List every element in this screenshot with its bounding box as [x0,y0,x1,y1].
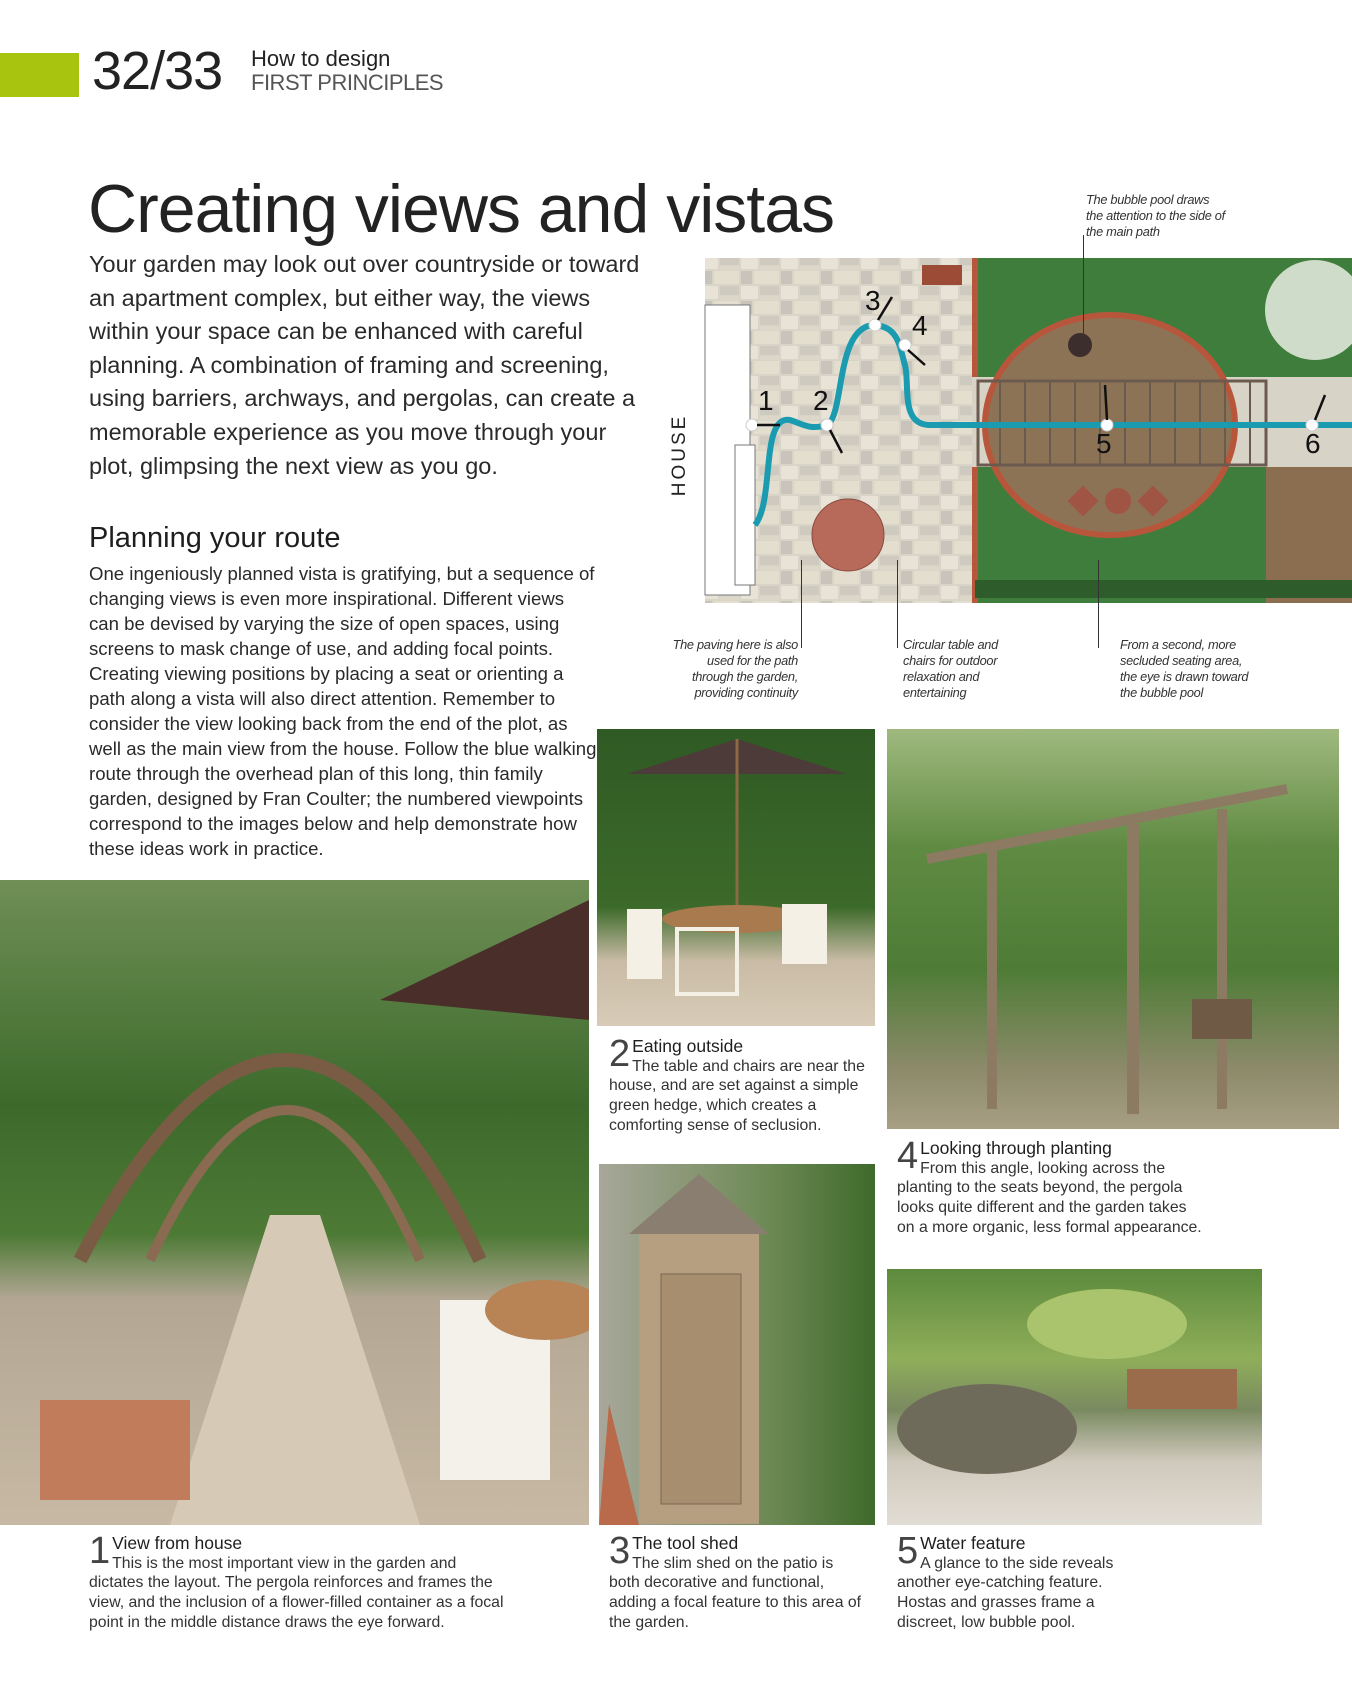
illustration-shape [1105,488,1131,514]
viewpoint-2: 2 [813,385,829,416]
intro-paragraph: Your garden may look out over countryside or toward an apartment complex, but either way, the views within your space can be enhanced with careful planning. A combination of framing and screening, using barriers, archways, and pergolas, can create a memorable experience as you move through your plot, glimpsing the next view as you go. [89,251,640,479]
illustration-shape [897,1384,1077,1474]
photo-water-feature [887,1269,1262,1525]
illustration-shape [40,1400,190,1500]
caption-number: 4 [897,1135,919,1177]
illustration-shape [927,789,1287,859]
caption-title: Looking through planting [920,1138,1112,1158]
illustration-shape [1192,999,1252,1039]
photo-tool-shed [599,1164,875,1525]
caption-number: 5 [897,1530,919,1572]
caption-text: This is the most important view in the garden and dictates the layout. The pergola reinforces and frames the view, and the inclusion of a flower-filled container as a focal point in the middle distance draws the eye forward. [89,1554,504,1631]
page-title: Creating views and vistas [88,171,835,247]
caption-number: 1 [89,1530,111,1572]
section-body: One ingeniously planned vista is gratifying, but a sequence of changing views is even more inspirational. Different views can be devised by varying the size of open spaces, using screens to mask change of use, and adding focal points. Creating viewing positions by placing a seat or orienting a path along a vista will also direct attention. Remember to consider the view looking back from the end of the plot, as well as the main view from the house. Follow the blue walking route through the overhead plan of this long, thin family garden, designed by Fran Coulter; the numbered viewpoints correspond to the images below and help demonstrate how these ideas work in practice. [89,563,597,859]
illustration-shape [1068,333,1092,357]
illustration-shape [1217,809,1227,1109]
illustration-shape [746,419,758,431]
caption-1 [89,1530,509,1633]
illustration-shape [661,1274,741,1504]
section-color-tab [0,53,79,97]
caption-3 [609,1530,865,1633]
caption-title: The tool shed [632,1533,739,1553]
illustration-shape [1127,1369,1237,1409]
illustration-shape [735,445,755,585]
viewpoint-3: 3 [865,285,881,316]
leader-line [1098,560,1099,648]
subsection-name: FIRST PRINCIPLES [251,70,444,95]
viewpoint-1: 1 [758,385,774,416]
viewpoint-5: 5 [1096,428,1112,459]
illustration-shape [170,1215,420,1525]
illustration-shape [812,499,884,571]
illustration-shape [975,580,1352,598]
caption-number: 2 [609,1033,631,1075]
viewpoint-6: 6 [1305,428,1321,459]
garden-plan [660,255,1352,605]
caption-5 [897,1530,1137,1633]
photo-eating-outside [597,729,875,1026]
viewpoint-4: 4 [912,310,928,341]
caption-text: From this angle, looking across the planting to the seats beyond, the pergola looks quite different and the garden takes on a more organic, less formal appearance. [897,1159,1202,1236]
illustration-shape [922,265,962,285]
leader-line [801,560,802,648]
caption-2 [609,1033,865,1136]
section-name: How to design [251,46,391,71]
illustration-shape [899,339,911,351]
illustration-shape [1027,1289,1187,1359]
illustration-shape [869,319,881,331]
caption-text: The table and chairs are near the house, and are set against a simple green hedge, which creates a comforting sense of seclusion. [609,1057,865,1134]
house-label: HOUSE [669,413,690,497]
caption-text: The slim shed on the patio is both decorative and functional, adding a focal feature to this area of the garden. [609,1554,862,1631]
page-numbers: 32/33 [92,41,223,101]
caption-title: Eating outside [632,1036,744,1056]
illustration-shape [987,849,997,1109]
illustration-shape [1127,824,1139,1114]
annotation-bubble-pool: The bubble pool draws the attention to the side of the main path [1086,192,1225,239]
annotation-seating: From a second, more secluded seating area, the eye is drawn toward the bubble pool [1120,637,1249,700]
leader-line [897,560,898,648]
caption-text: A glance to the side reveals another eye-catching feature. Hostas and grasses frame a discreet, low bubble pool. [897,1554,1114,1631]
caption-title: Water feature [920,1533,1026,1553]
illustration-shape [629,1174,769,1234]
photo-view-from-house [0,880,589,1525]
annotation-table: Circular table and chairs for outdoor relaxation and entertaining [903,637,998,700]
caption-4 [897,1135,1207,1238]
illustration-shape [599,1404,639,1525]
illustration-shape [821,419,833,431]
illustration-shape [627,909,662,979]
caption-title: View from house [112,1533,243,1553]
caption-number: 3 [609,1530,631,1572]
illustration-shape [677,929,737,994]
annotation-paving: The paving here is also used for the path through the garden, providing continuity [672,637,798,700]
illustration-shape [380,900,589,1020]
illustration-shape [782,904,827,964]
leader-line [1083,235,1084,345]
photo-looking-through-planting [887,729,1339,1129]
section-heading: Planning your route [89,522,341,554]
